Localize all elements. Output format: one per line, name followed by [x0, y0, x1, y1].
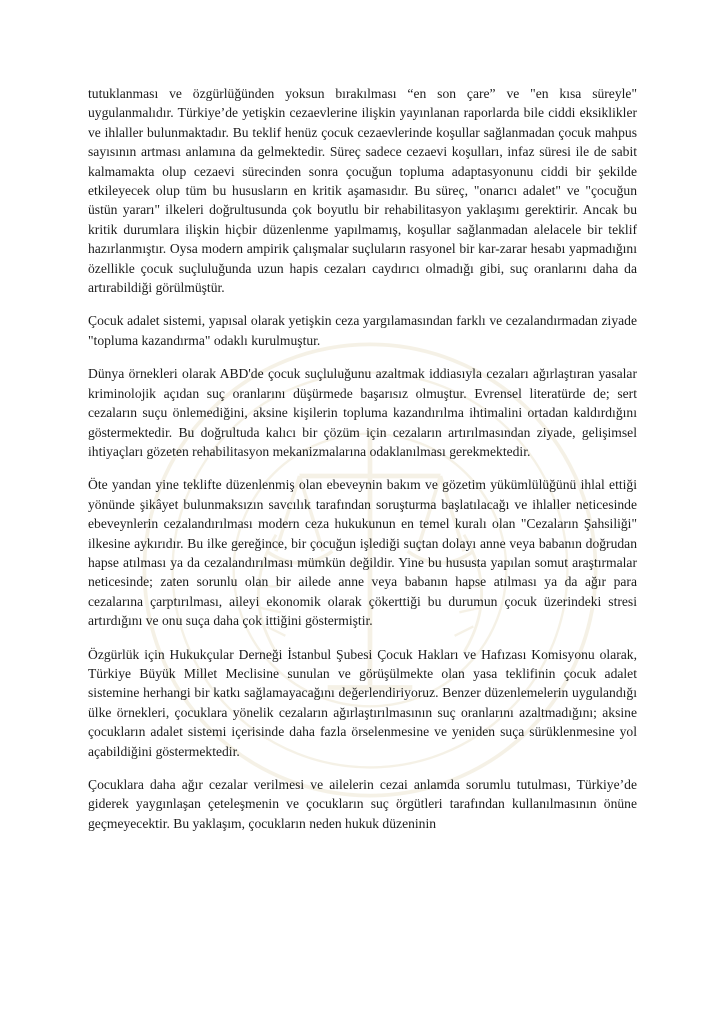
paragraph-4: Öte yandan yine teklifte düzenlenmiş olan ebeveynin bakım ve gözetim yükümlülüğünü ihlal ettiği yönünde şikâyet bulunmaksızın savcılık tarafından soruşturma başlatılacağı ve ihlaller neticesinde ebeveynlerin cezalandırılması modern ceza hukukunun en temel kuralı olan "Cezaların Şahsiliği" ilkesine aykırıdır. Bu ilke gereğince, bir çocuğun işlediği suçtan dolayı anne veya babanın doğrudan hapse atılması ya da cezalandırılması mümkün değildir. Yine bu hususta yapılan somut araştırmalar neticesinde; zaten sorunlu olan bir ailede anne veya babanın hapse atılması ya da ağır para cezalarına çarptırılması, aileyi ekonomik olarak çökerttiği bu durumun çocuk üzerindeki stresi artırdığını ve onu suça daha çok ittiğini göstermiştir. [88, 477, 637, 629]
paragraph-1: tutuklanması ve özgürlüğünden yoksun bırakılması “en son çare” ve "en kısa süreyle" uygulanmalıdır. Türkiye’de yetişkin cezaevlerine ilişkin yayınlanan raporlarda bile ciddi eksiklikler ve ihlaller bulunmaktadır. Bu teklif henüz çocuk cezaevlerinde koşullar sağlanmadan çocuk mahpus sayısının artması anlamına da gelmektedir. Süreç sadece cezaevi koşulları, infaz süresi ile de sabit kalmamakta olup cezaevi sürecinden sonra çocuğun topluma adaptasyonunu ciddi bir şekilde etkileyecek olup tüm bu hususların en kritik aşamasıdır. Bu süreç, "onarıcı adalet" ve "çocuğun üstün yararı" ilkeleri doğrultusunda çok boyutlu bir rehabilitasyon yaklaşımı gerektirir. Ancak bu kritik durumlara ilişkin hiçbir düzenlenme yapılmamış, koşullar sağlanmadan alelacele bir teklif hazırlanmıştır. Oysa modern ampirik çalışmalar suçluların rasyonel bir kar-zarar hesabı yapmadığını özellikle çocuk suçluluğunda uzun hapis cezaları caydırıcı olmadığı gibi, suç oranlarını daha da artırabildiği görülmüştür. [88, 86, 637, 296]
paragraph-5: Özgürlük için Hukukçular Derneği İstanbul Şubesi Çocuk Hakları ve Hafızası Komisyonu olarak, Türkiye Büyük Millet Meclisine sunulan ve görüşülmekte olan yasa teklifinin çocuk adalet sistemine herhangi bir katkı sağlamayacağını değerlendiriyoruz. Benzer düzenlemelerin uygulandığı ülke örnekleri, çocuklara yönelik cezaların ağırlaştırılmasının suç oranlarını azaltmadığını; aksine çocukların adalet sistemi içerisinde daha fazla örselenmesine ve yeniden suça sürüklenmesine yol açabildiğini göstermektedir. [88, 646, 637, 759]
paragraph-3: Dünya örnekleri olarak ABD'de çocuk suçluluğunu azaltmak iddiasıyla cezaları ağırlaştıran yasalar kriminolojik açıdan suç oranlarını düşürmede başarısız olmuştur. Evrensel literatürde de; sert cezaların suçu önlemediğini, aksine kişilerin topluma kazandırılma ihtimalini ortadan kaldırdığını göstermektedir. Bu doğrultuda kalıcı bir çözüm için cezaların artırılmasından ziyade, gelişimsel ihtiyaçları gözeten rehabilitasyon mekanizmalarına odaklanılması gerekmektedir. [88, 366, 637, 459]
paragraph-2: Çocuk adalet sistemi, yapısal olarak yetişkin ceza yargılamasından farklı ve cezalandırmadan ziyade "topluma kazandırma" odaklı kurulmuştur. [88, 313, 637, 348]
document-body [88, 84, 637, 847]
paragraph-6: Çocuklara daha ağır cezalar verilmesi ve ailelerin cezai anlamda sorumlu tutulması, Türkiye’de giderek yaygınlaşan çeteleşmenin ve çocukların suç örgütleri tarafından kullanılmasının önüne geçmeyecektir. Bu yaklaşım, çocukların neden hukuk düzeninin [88, 777, 637, 831]
